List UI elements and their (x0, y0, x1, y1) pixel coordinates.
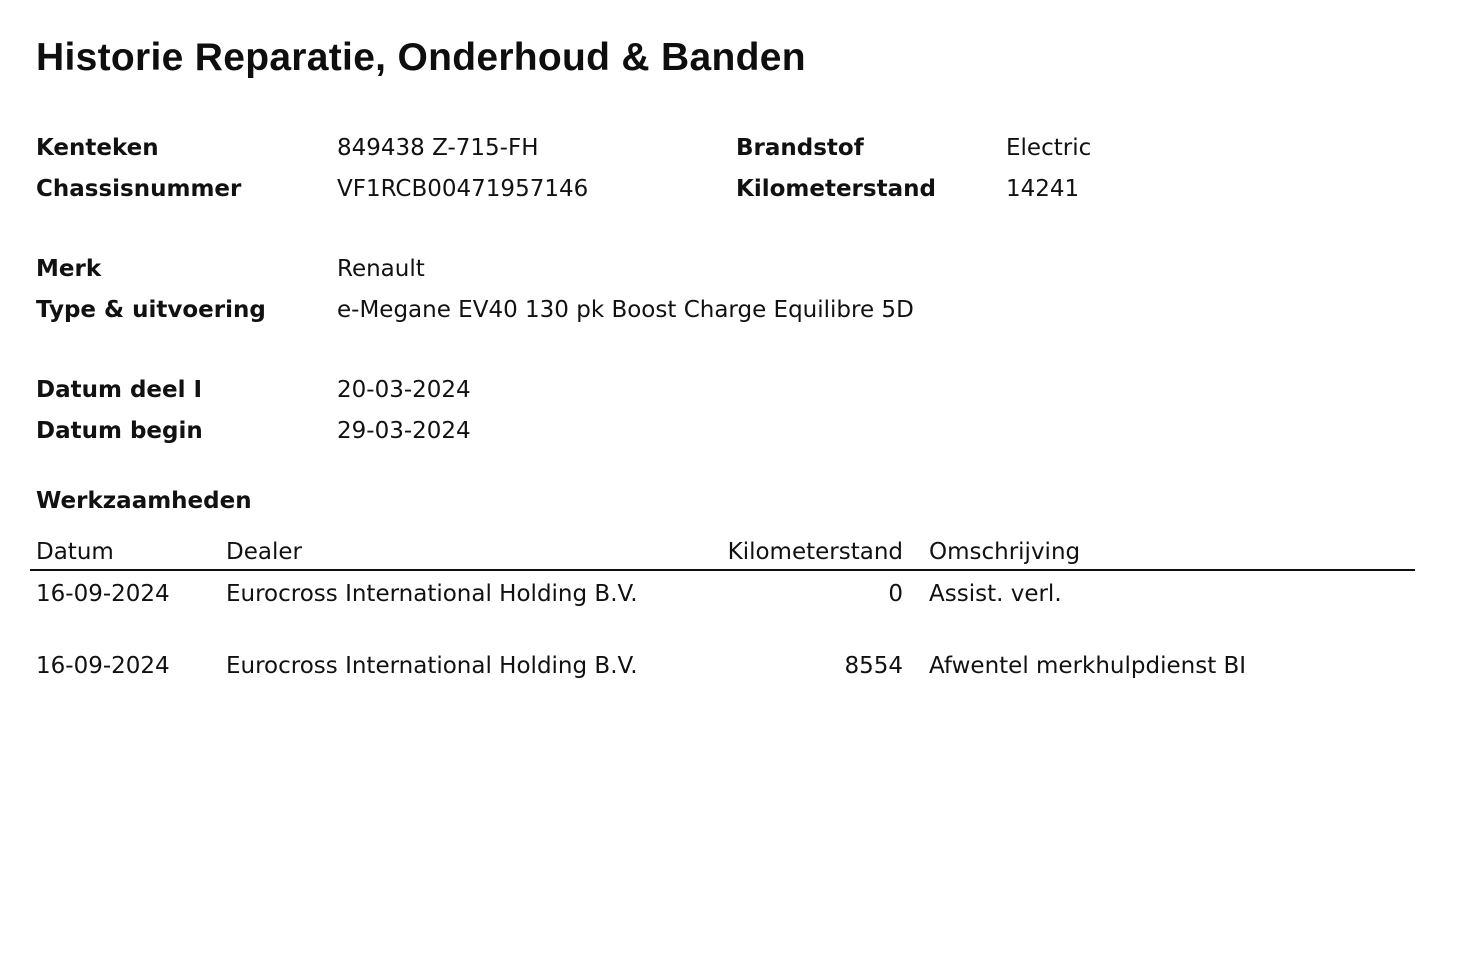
datum-begin-value: 29-03-2024 (337, 418, 471, 444)
row-omschrijving: Assist. verl. (929, 581, 1062, 607)
type-uitvoering-value: e-Megane EV40 130 pk Boost Charge Equilibre 5D (337, 297, 914, 323)
row-kilometerstand: 8554 (844, 653, 903, 679)
kilometerstand-value: 14241 (1006, 176, 1080, 202)
merk-value: Renault (337, 256, 425, 282)
row-kilometerstand: 0 (888, 581, 903, 607)
table-header (30, 536, 1415, 571)
table-row (30, 571, 1415, 643)
table-row (30, 643, 1415, 715)
column-header-omschrijving: Omschrijving (929, 539, 1081, 565)
kilometerstand-label: Kilometerstand (736, 176, 936, 202)
column-header-dealer: Dealer (226, 539, 302, 565)
page-title: Historie Reparatie, Onderhoud & Banden (36, 36, 806, 79)
chassisnummer-value: VF1RCB00471957146 (337, 176, 589, 202)
werkzaamheden-table (30, 536, 1415, 715)
kenteken-label: Kenteken (36, 135, 159, 161)
merk-label: Merk (36, 256, 102, 282)
row-datum: 16-09-2024 (36, 581, 170, 607)
kenteken-value: 849438 Z-715-FH (337, 135, 539, 161)
column-header-datum: Datum (36, 539, 114, 565)
row-datum: 16-09-2024 (36, 653, 170, 679)
chassisnummer-label: Chassisnummer (36, 176, 242, 202)
column-header-kilometerstand: Kilometerstand (727, 539, 903, 565)
row-dealer: Eurocross International Holding B.V. (226, 653, 638, 679)
brandstof-label: Brandstof (736, 135, 864, 161)
werkzaamheden-heading: Werkzaamheden (36, 488, 252, 514)
type-uitvoering-label: Type & uitvoering (36, 297, 266, 323)
datum-begin-label: Datum begin (36, 418, 203, 444)
row-omschrijving: Afwentel merkhulpdienst BI (929, 653, 1247, 679)
brandstof-value: Electric (1006, 135, 1092, 161)
datum-deel-value: 20-03-2024 (337, 377, 471, 403)
datum-deel-label: Datum deel I (36, 377, 203, 403)
row-dealer: Eurocross International Holding B.V. (226, 581, 638, 607)
